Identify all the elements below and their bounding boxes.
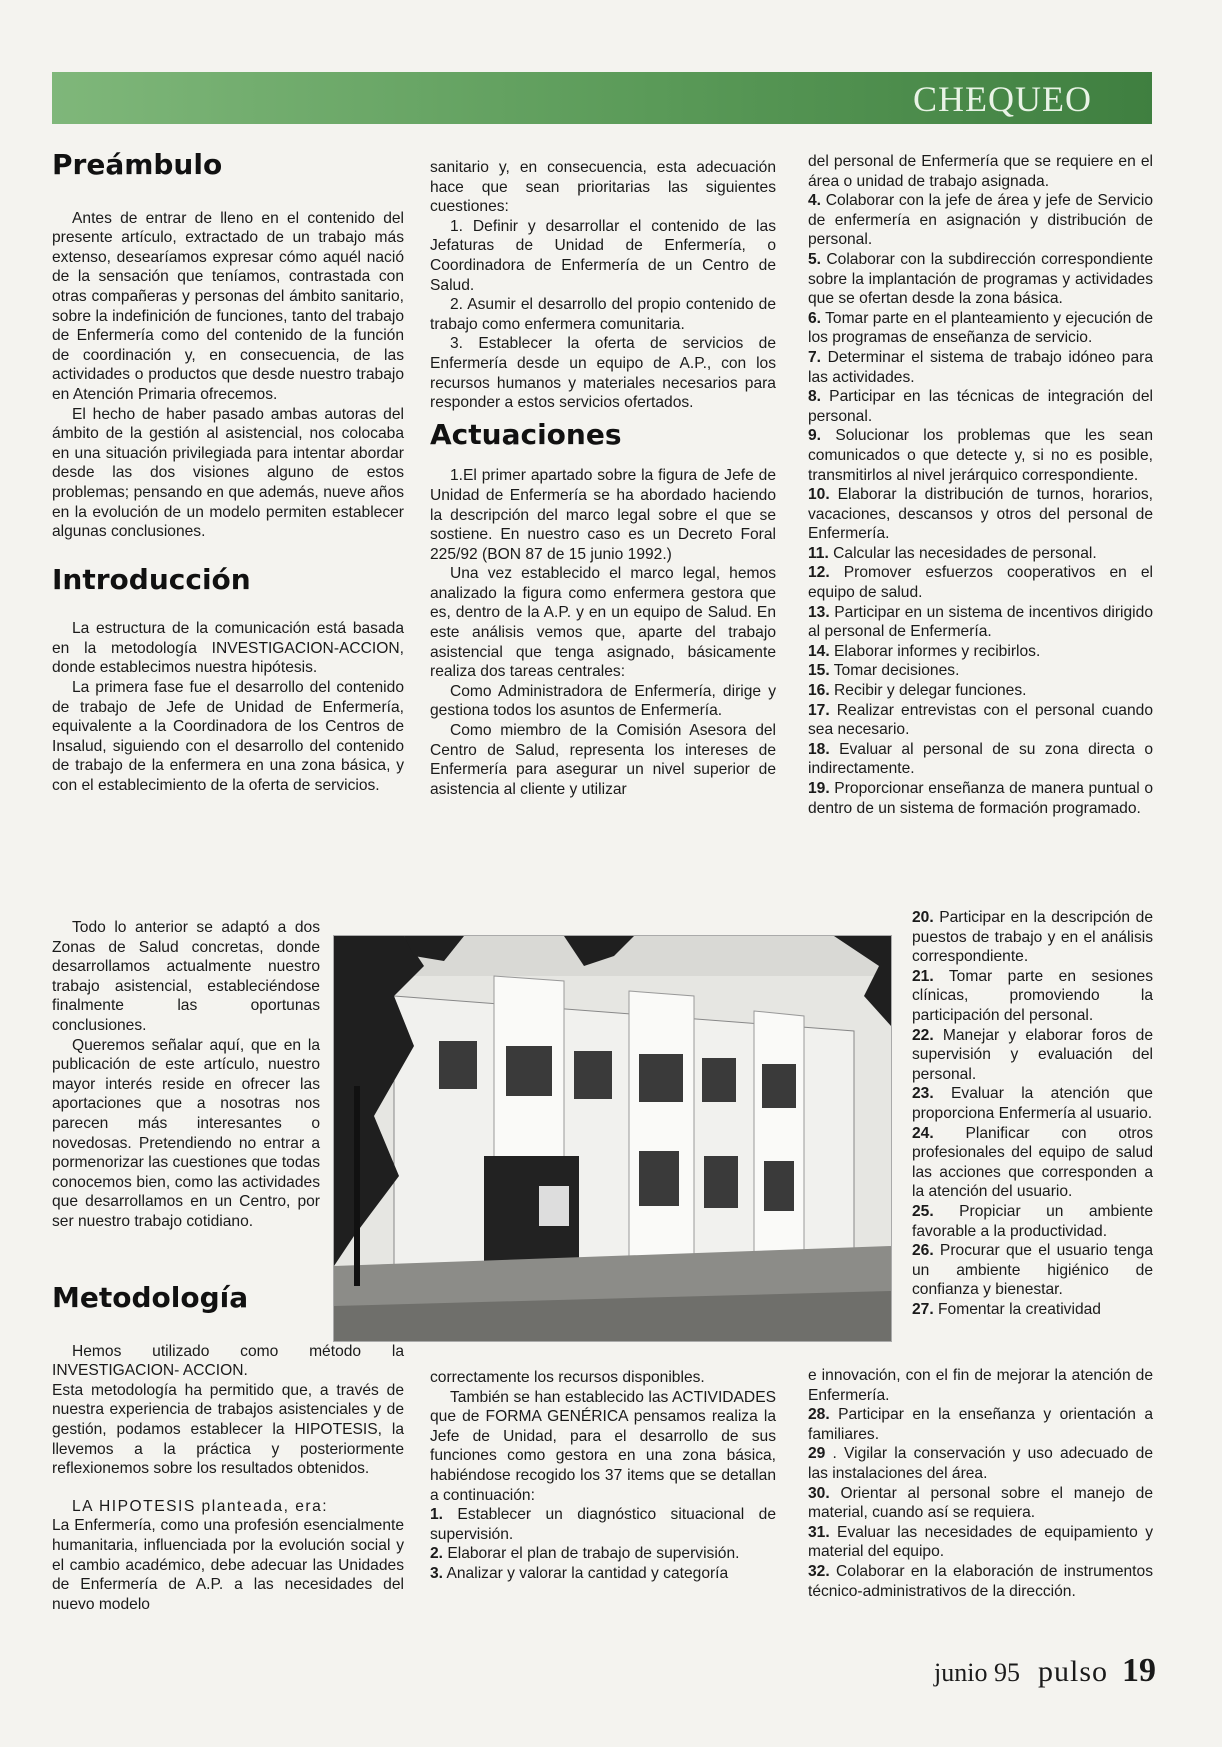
paragraph: Esta metodología ha permitido que, a través de nuestra experiencia de trabajos asistenciales y de gestión, podamos establecer la HIPOTESIS, la llevemos a la práctica y posteriormente reflexionemos sobre los resultados obtenidos. (52, 1381, 404, 1478)
item-text: Evaluar la atención que proporciona Enfermería al usuario. (912, 1085, 1153, 1122)
section-title: CHEQUEO (913, 79, 1092, 119)
list-item (808, 1562, 1153, 1601)
list-item (808, 779, 1153, 818)
item-number: 24. (912, 1124, 934, 1142)
item-text: Participar en las técnicas de integración del personal. (808, 388, 1153, 425)
item-text: Evaluar al personal de su zona directa o indirectamente. (808, 740, 1153, 778)
paragraph: del personal de Enfermería que se requiere en el área o unidad de trabajo asignada. (808, 153, 1153, 190)
list-item (808, 681, 1153, 701)
list-item (912, 1084, 1153, 1123)
list-item (808, 1405, 1153, 1444)
item-text: Tomar parte en sesiones clínicas, promoviendo la participación del personal. (912, 967, 1153, 1024)
list-item (808, 348, 1153, 387)
paragraph: 2. Asumir el desarrollo del propio contenido de trabajo como enfermera comunitaria. (430, 296, 776, 333)
item-number: 29 (808, 1445, 826, 1463)
item-number: 18. (808, 740, 830, 758)
item-text: Participar en la enseñanza y orientación a familiares. (808, 1406, 1153, 1443)
issue-date: junio 95 (934, 1658, 1020, 1687)
list-item (430, 1544, 776, 1564)
item-number: 1. (430, 1506, 444, 1524)
building-photo-illustration (334, 936, 891, 1341)
building-photo (333, 935, 892, 1342)
paragraph: El hecho de haber pasado ambas autoras del ámbito de la gestión al asistencial, nos colocaba en una situación privilegiada para intentar abordar desde las dos visiones alguno de estos problemas; pensando en que además, nueve años en la evolución de un modelo permiten establecer algunas conclusiones. (52, 405, 404, 541)
item-text: Promover esfuerzos cooperativos en el equipo de salud. (808, 564, 1153, 602)
list-item (808, 1484, 1153, 1523)
activity-list (808, 191, 1153, 818)
list-item (808, 603, 1153, 642)
paragraph: Como Administradora de Enfermería, dirige y gestiona todos los asuntos de Enfermería. (430, 682, 776, 720)
column-3-narrow (912, 908, 1153, 1319)
heading-actuaciones: Actuaciones (430, 417, 622, 451)
item-number: 15. (808, 662, 830, 680)
paragraph: Todo lo anterior se adaptó a dos Zonas de Salud concretas, donde desarrollamos actualmente nuestro trabajo asistencial, estableciéndose finalmente las oportunas conclusiones. (52, 919, 320, 1034)
item-text: Elaborar informes y recibirlos. (829, 642, 1041, 660)
list-item (808, 426, 1153, 485)
item-number: 14. (808, 642, 830, 660)
paragraph: La primera fase fue el desarrollo del contenido de trabajo de Jefe de Unidad de Enfermería, equivalente a la Coordinadora de los Centros de Insalud, siguiendo con el desarrollo del contenido de trabajo de la enfermera en una zona básica, y con el establecimiento de la oferta de servicios. (52, 679, 404, 795)
list-item (912, 1124, 1153, 1202)
heading-metodologia: Metodología (52, 1281, 249, 1314)
list-item (912, 1202, 1153, 1241)
item-text: Fomentar la creatividad (933, 1300, 1101, 1318)
item-text: Tomar parte en el planteamiento y ejecución de los programas de enseñanza de servicio. (808, 309, 1153, 347)
paragraph: También se han establecido las ACTIVIDADES que de FORMA GENÉRICA pensamos realiza la Jefe de Unidad, para el desarrollo de sus funciones como gestora en una zona básica, habiéndose recogido los 37 items que se detallan a continuación: (430, 1388, 776, 1504)
list-item (912, 967, 1153, 1026)
item-text: Colaborar con la subdirección correspondiente sobre la implantación de programas y actividades que se ofertan desde la zona básica. (808, 250, 1153, 308)
column-3-bottom (808, 1366, 1153, 1601)
item-number: 13. (808, 603, 830, 621)
item-text: Realizar entrevistas con el personal cuando sea necesario. (808, 701, 1153, 739)
item-number: 31. (808, 1523, 830, 1541)
item-number: 30. (808, 1484, 830, 1502)
item-number: 16. (808, 682, 830, 700)
list-item (912, 908, 1153, 967)
item-number: 11. (808, 544, 829, 562)
paragraph: LA HIPOTESIS planteada, era: (72, 1497, 329, 1515)
list-item (808, 563, 1153, 602)
list-item (430, 1564, 776, 1584)
item-number: 3. (430, 1564, 444, 1582)
list-item (912, 1241, 1153, 1300)
list-item (808, 1523, 1153, 1562)
item-text: Analizar y valorar la cantidad y categoría (443, 1564, 729, 1582)
item-text: . Vigilar la conservación y uso adecuado de las instalaciones del área. (808, 1445, 1153, 1482)
item-text: Participar en un sistema de incentivos dirigido al personal de Enfermería. (808, 603, 1153, 641)
item-text: Procurar que el usuario tenga un ambiente higiénico de confianza y bienestar. (912, 1242, 1153, 1299)
item-text: Manejar y elaborar foros de supervisión y evaluación del personal. (912, 1026, 1153, 1083)
column-2-bottom (430, 1368, 776, 1584)
list-item (808, 309, 1153, 348)
item-number: 19. (808, 780, 830, 797)
section-banner (52, 72, 1152, 124)
paragraph: 1. Definir y desarrollar el contenido de las Jefaturas de Unidad de Enfermería, o Coordinadora de Enfermería de un Centro de Salud. (430, 217, 776, 294)
item-number: 7. (808, 348, 822, 366)
item-text: Elaborar la distribución de turnos, horarios, vacaciones, descansos y otros del personal de Enfermería. (808, 486, 1153, 543)
list-item (808, 191, 1153, 250)
paragraph: Hemos utilizado como método la INVESTIGACION- ACCION. (52, 1342, 404, 1380)
heading-preambulo: Preámbulo (52, 148, 223, 181)
paragraph: Como miembro de la Comisión Asesora del Centro de Salud, representa los intereses de Enfermería para asegurar un nivel superior de asistencia al cliente y utilizar (430, 722, 776, 798)
list-item (808, 661, 1153, 681)
item-number: 17. (808, 701, 830, 719)
item-text: Recibir y delegar funciones. (829, 682, 1027, 700)
list-item (912, 1300, 1153, 1320)
list-item (430, 1505, 776, 1544)
paragraph: e innovación, con el fin de mejorar la atención de Enfermería. (808, 1367, 1153, 1404)
paragraph: 1.El primer apartado sobre la figura de Jefe de Unidad de Enfermería se ha abordado haciendo la descripción del marco legal sobre el que se sostiene. En nuestro caso es un Decreto Foral 225/92 (BON 87 de 15 junio 1992.) (430, 467, 776, 563)
heading-introduccion: Introducción (52, 562, 251, 596)
page-footer (934, 1652, 1156, 1690)
item-text: Determinar el sistema de trabajo idóneo para las actividades. (808, 348, 1153, 386)
item-text: Elaborar el plan de trabajo de supervisión. (443, 1545, 740, 1563)
activity-list (430, 1505, 776, 1583)
column-1-top (52, 148, 404, 796)
item-text: Establecer un diagnóstico situacional de supervisión. (430, 1506, 776, 1543)
list-item (912, 1026, 1153, 1085)
column-3-top (808, 152, 1153, 818)
column-1-wrap (52, 918, 320, 1232)
item-text: Participar en la descripción de puestos de trabajo y en el análisis correspondiente. (912, 909, 1153, 966)
list-item (808, 250, 1153, 309)
item-text: Proporcionar enseñanza de manera puntual o dentro de un sistema de formación programado. (808, 780, 1153, 817)
list-item (808, 701, 1153, 740)
item-number: 6. (808, 309, 822, 327)
item-text: Orientar al personal sobre el manejo de material, cuando así se requiera. (808, 1484, 1153, 1522)
item-number: 21. (912, 967, 934, 985)
item-text: Evaluar las necesidades de equipamiento y material del equipo. (808, 1523, 1153, 1561)
item-number: 22. (912, 1026, 934, 1044)
item-text: Calcular las necesidades de personal. (828, 544, 1097, 562)
item-text: Planificar con otros profesionales del equipo de salud las acciones que corresponden a la atención del usuario. (912, 1124, 1153, 1201)
item-number: 26. (912, 1242, 934, 1260)
paragraph: Antes de entrar de lleno en el contenido del presente artículo, extractado de un trabajo más extenso, desearíamos expresar cómo aquél nació de la sensación que teníamos, contrastada con otras compañeras y personas del ámbito sanitario, sobre la indefinición de funciones, tanto del trabajo de Enfermería como del contenido de la función de coordinación y, en consecuencia, de las actividades o productos que desde nuestro trabajo en Atención Primaria ofrecemos. (52, 209, 404, 403)
paragraph: Una vez establecido el marco legal, hemos analizado la figura como enfermera gestora que es, dentro de la A.P. y en un equipo de Salud. En este análisis vemos que, aparte del trabajo asistencial que tenga asignado, básicamente realiza dos tareas centrales: (430, 565, 776, 681)
activity-list (912, 908, 1153, 1319)
paragraph: sanitario y, en consecuencia, esta adecuación hace que sean prioritarias las siguientes cuestiones: (430, 159, 776, 216)
item-text: Colaborar con la jefe de área y jefe de Servicio de enfermería en asignación y distribución de personal. (808, 192, 1153, 249)
paragraph: La Enfermería, como una profesión esencialmente humanitaria, influenciada por la evolución social y el cambio académico, debe adecuar las Unidades de Enfermería de A.P. a las necesidades del nuevo modelo (52, 1517, 404, 1613)
item-number: 28. (808, 1406, 830, 1424)
item-number: 12. (808, 564, 830, 582)
item-number: 2. (430, 1545, 444, 1563)
paragraph: 3. Establecer la oferta de servicios de Enfermería desde un equipo de A.P., con los recursos humanos y materiales necesarios para responder a estos servicios ofertados. (430, 335, 776, 412)
item-number: 25. (912, 1202, 934, 1220)
item-number: 9. (808, 427, 822, 445)
page-number: 19 (1122, 1652, 1156, 1689)
list-item (808, 544, 1153, 564)
paragraph: Queremos señalar aquí, que en la publicación de este artículo, nuestro mayor interés reside en ofrecer las aportaciones que a nosotras nos parecen más interesantes o novedosas. Pretendiendo no entrar a pormenorizar las cuestiones que todas conocemos bien, como las actividades que desarrollamos en un Centro, por ser nuestro trabajo cotidiano. (52, 1036, 320, 1230)
list-item (808, 387, 1153, 426)
item-text: Colaborar en la elaboración de instrumentos técnico-administrativos de la dirección. (808, 1562, 1153, 1600)
item-number: 27. (912, 1300, 934, 1318)
list-item (808, 485, 1153, 544)
item-number: 5. (808, 250, 822, 268)
item-number: 10. (808, 486, 830, 504)
item-number: 32. (808, 1562, 830, 1580)
item-text: Propiciar un ambiente favorable a la productividad. (912, 1202, 1153, 1240)
item-number: 20. (912, 909, 934, 926)
paragraph: La estructura de la comunicación está basada en la metodología INVESTIGACION-ACCION, donde establecimos nuestra hipótesis. (52, 620, 404, 677)
column-2-top (430, 158, 776, 799)
paragraph: correctamente los recursos disponibles. (430, 1369, 705, 1386)
item-text: Solucionar los problemas que les sean comunicados o que detecte y, si no es posible, transmitirlos al nivel jerárquico correspondiente. (808, 427, 1153, 484)
list-item (808, 642, 1153, 662)
list-item (808, 740, 1153, 779)
item-number: 8. (808, 388, 822, 406)
item-number: 23. (912, 1085, 934, 1103)
magazine-name: pulso (1037, 1655, 1108, 1688)
activity-list (808, 1405, 1153, 1601)
list-item (808, 1444, 1153, 1483)
item-number: 4. (808, 192, 822, 210)
item-text: Tomar decisiones. (829, 662, 960, 680)
